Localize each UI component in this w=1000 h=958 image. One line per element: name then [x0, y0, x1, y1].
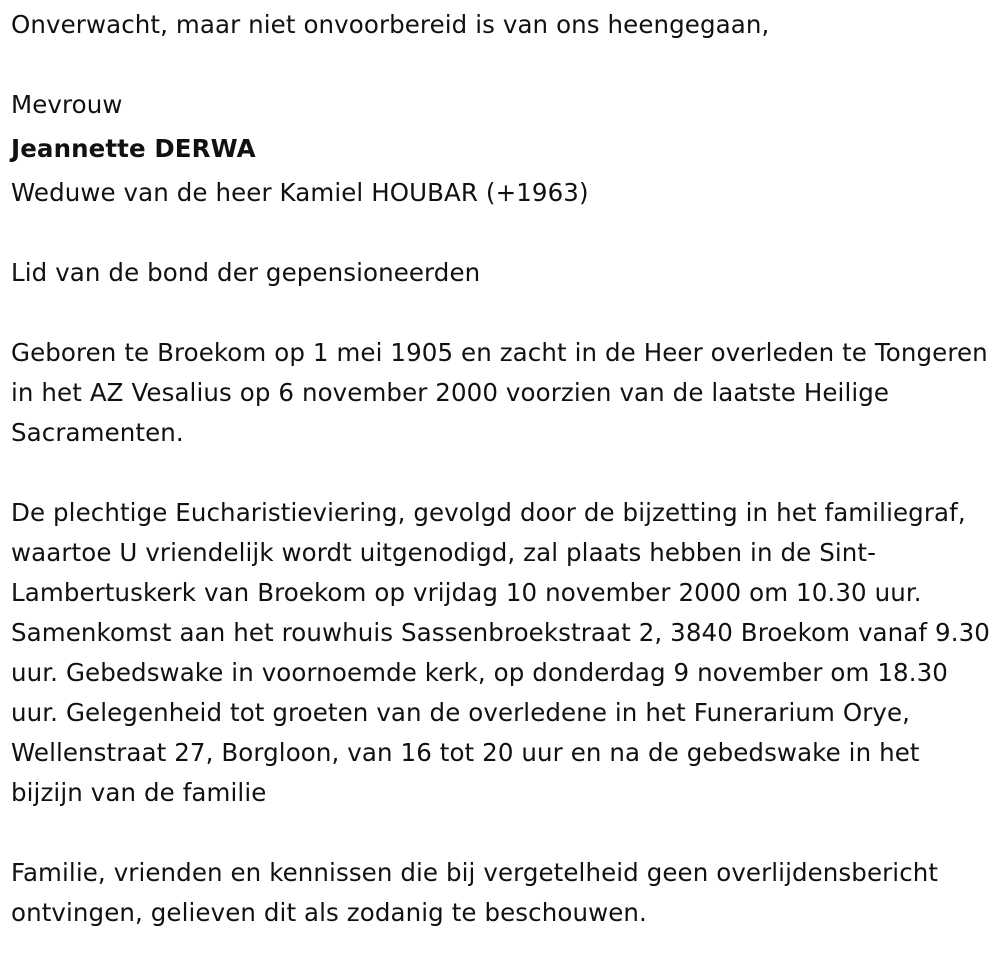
deceased-name: Jeannette DERWA — [11, 134, 256, 163]
birth-death-paragraph: Geboren te Broekom op 1 mei 1905 en zacht in de Heer overleden te Tongeren in het AZ Vesalius op 6 november 2000 voorzien van de laatste Heilige Sacramenten. — [11, 338, 988, 447]
spacer — [11, 213, 996, 253]
relation-text: Weduwe van de heer Kamiel HOUBAR (+1963) — [11, 178, 589, 207]
spacer — [11, 45, 996, 85]
obituary-notice — [11, 5, 996, 933]
membership-text: Lid van de bond der gepensioneerden — [11, 258, 481, 287]
closing-paragraph: Familie, vrienden en kennissen die bij vergetelheid geen overlijdensbericht ontvingen, gelieven dit als zodanig te beschouwen. — [11, 858, 939, 927]
spacer — [11, 293, 996, 333]
spacer — [11, 813, 996, 853]
ceremony-paragraph: De plechtige Eucharistieviering, gevolgd door de bijzetting in het familiegraf, waartoe U vriendelijk wordt uitgenodigd, zal plaats hebben in de Sint-Lambertuskerk van Broekom op vrijdag 10 november 2000 om 10.30 uur. Samenkomst aan het rouwhuis Sassenbroekstraat 2, 3840 Broekom vanaf 9.30 uur. Gebedswake in voornoemde kerk, op donderdag 9 november om 18.30 uur. Gelegenheid tot groeten van de overledene in het Funerarium Orye, Wellenstraat 27, Borgloon, van 16 tot 20 uur en na de gebedswake in het bijzijn van de familie — [11, 498, 990, 807]
intro-text: Onverwacht, maar niet onvoorbereid is van ons heengegaan, — [11, 10, 770, 39]
spacer — [11, 453, 996, 493]
salutation: Mevrouw — [11, 90, 123, 119]
